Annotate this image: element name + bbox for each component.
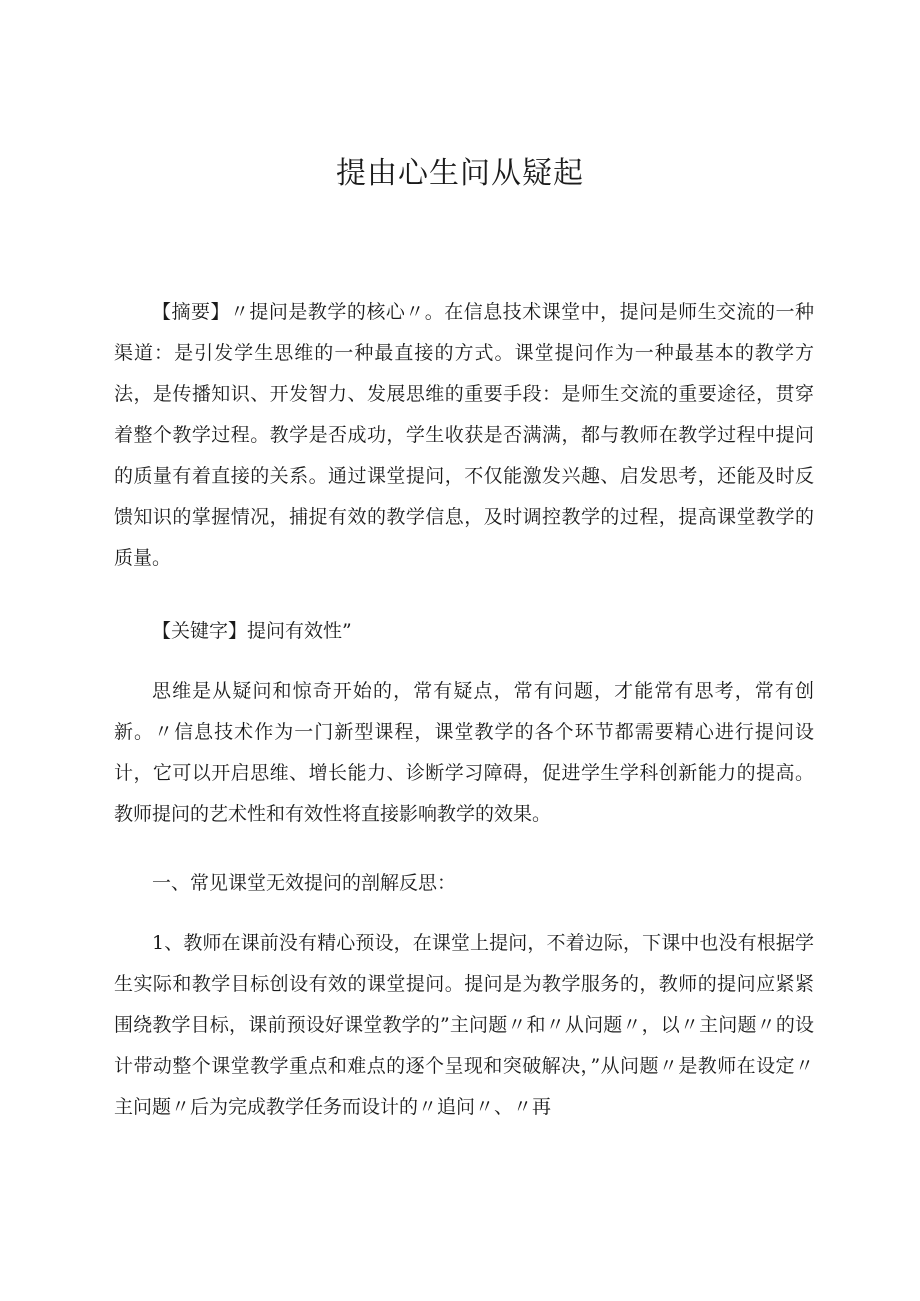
keywords-paragraph: 【关键字】提问有效性”: [152, 620, 352, 642]
abstract-paragraph: 【摘要】〃提问是教学的核心〃。在信息技术课堂中，提问是师生交流的一种渠道：是引发学生思维的一种最直接的方式。课堂提问作为一种最基本的教学方法，是传播知识、开发智力、发展思维的重要手段：是师生交流的重要途径，贯穿着整个教学过程。教学是否成功，学生收获是否满满，都与教师在教学过程中提问的质量有着直接的关系。通过课堂提问，不仅能激发兴趣、启发思考，还能及时反馈知识的掌握情况，捕捉有效的教学信息，及时调控教学的过程，提高课堂教学的质量。: [114, 301, 814, 569]
document-title: 提由心生问从疑起: [336, 156, 584, 191]
section-item-1: 1、教师在课前没有精心预设，在课堂上提问，不着边际，下课中也没有根据学生实际和教学目标创设有效的课堂提问。提问是为教学服务的，教师的提问应紧紧围绕教学目标，课前预设好课堂教学的”主问题〃和〃从问题〃，以〃主问题〃的设计带动整个课堂教学重点和难点的逐个呈现和突破解决，”从问题〃是教师在设定〃主问题〃后为完成教学任务而设计的〃追问〃、〃再: [114, 932, 814, 1118]
section-heading: 一、常见课堂无效提问的剖解反思：: [152, 872, 457, 894]
intro-paragraph: 思维是从疑问和惊奇开始的，常有疑点，常有问题，才能常有思考，常有创新。〃信息技术作为一门新型课程，课堂教学的各个环节都需要精心进行提问设计，它可以开启思维、增长能力、诊断学习障碍，促进学生学科创新能力的提高。教师提问的艺术性和有效性将直接影响教学的效果。: [114, 680, 814, 825]
